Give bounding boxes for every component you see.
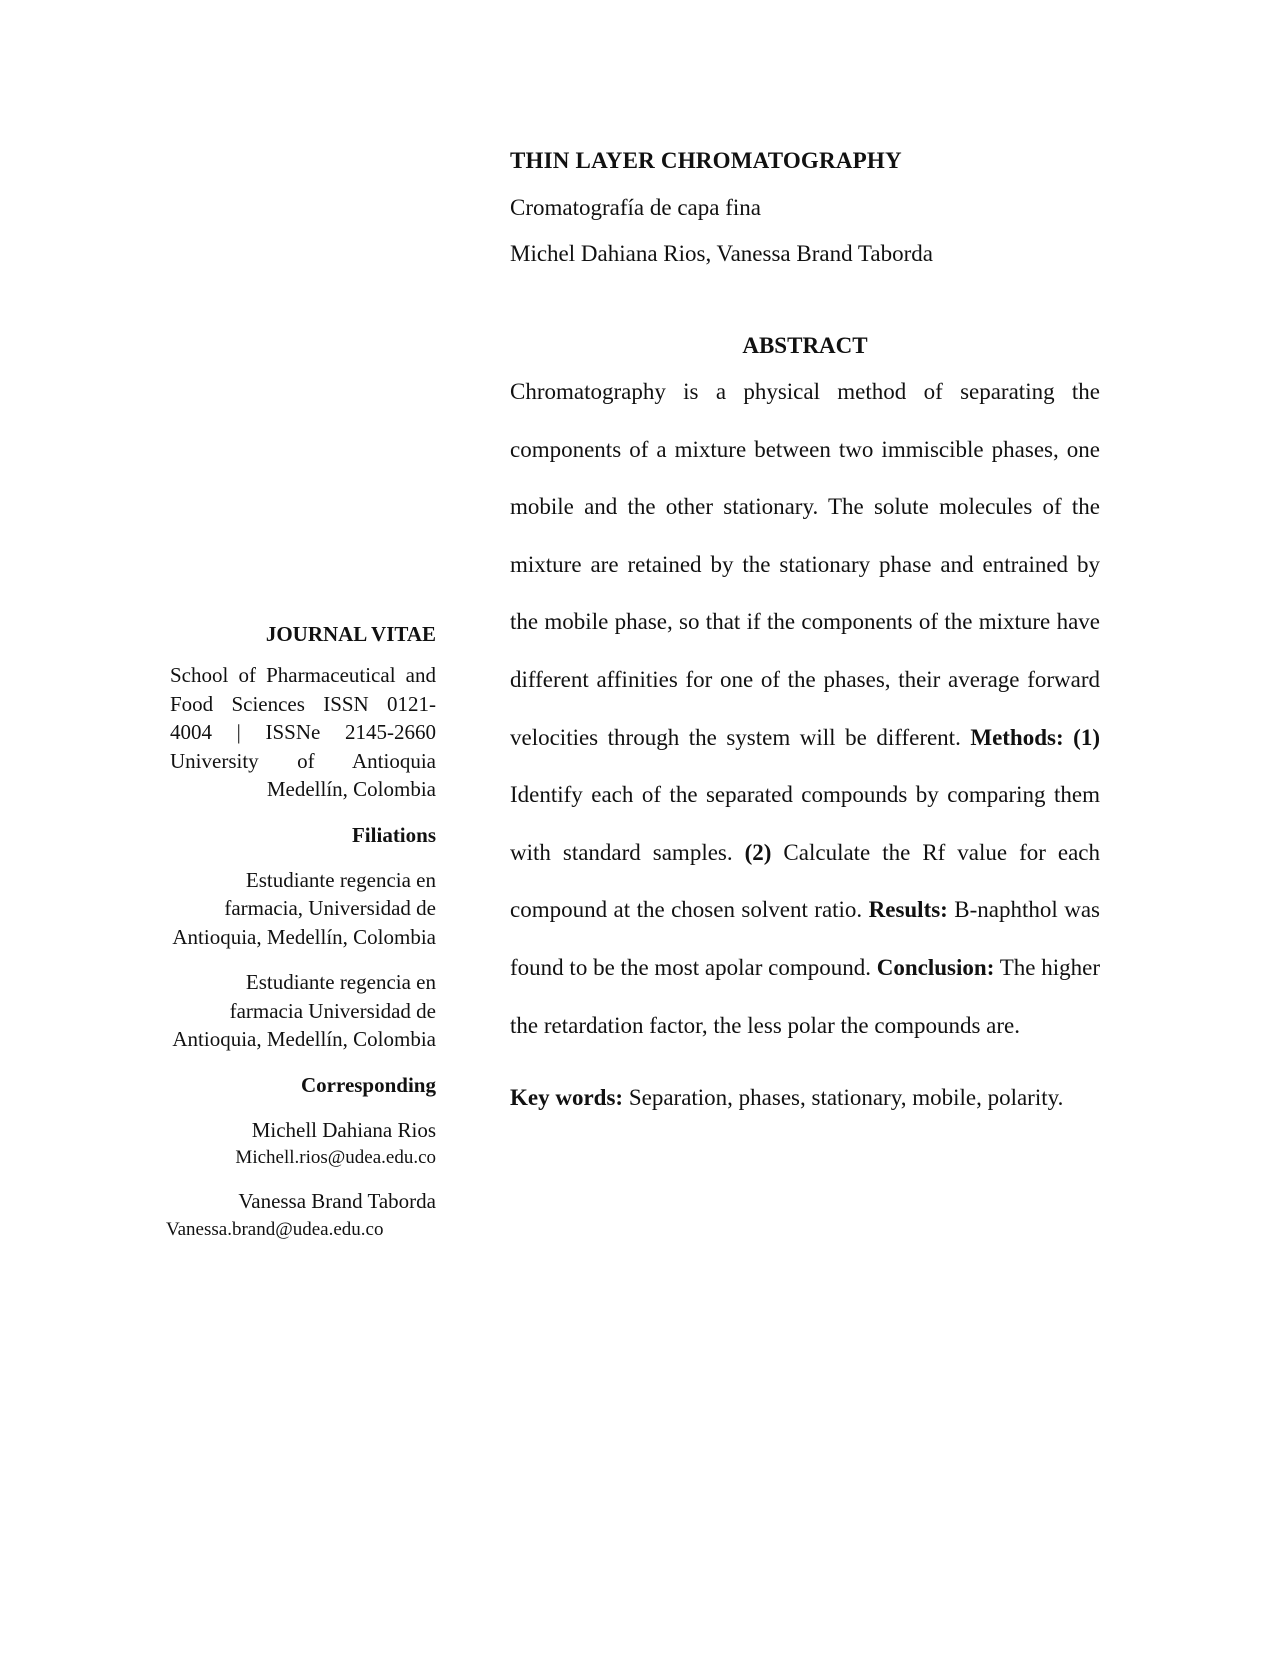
methods-item-1-text: Identify each of the separated compounds by comparing them with standard samples. xyxy=(510,782,1100,865)
methods-item-1-number: (1) xyxy=(1073,724,1100,750)
filiations-heading: Filiations xyxy=(351,822,436,847)
author-2-name: Vanessa Brand Taborda xyxy=(238,1189,436,1213)
filiation-1: Estudiante regencia en farmacia, Universidad de Antioquia, Medellín, Colombia xyxy=(172,867,436,949)
sidebar xyxy=(166,620,436,1244)
main-column xyxy=(510,146,1100,1127)
abstract-intro: Chromatography is a physical method of separating the components of a mixture between two immiscible phases, one mobile and the other stationary. The solute molecules of the mixture are retained by the stationary phase and entrained by the mobile phase, so that if the components of the mixture have different affinities for one of the phases, their average forward velocities through the system will be different. xyxy=(510,379,1100,750)
author-1-email[interactable]: Michell.rios@udea.edu.co xyxy=(235,1147,436,1168)
keywords-text: Separation, phases, stationary, mobile, polarity. xyxy=(628,1085,1064,1111)
paper-subtitle: Cromatografía de capa fina xyxy=(510,195,761,220)
journal-heading: JOURNAL VITAE xyxy=(265,622,436,646)
conclusion-label: Conclusion: xyxy=(876,954,995,980)
methods-item-2-text: Calculate the Rf value for each compound at the chosen solvent ratio. xyxy=(510,839,1101,923)
conclusion-text: The higher the retardation factor, the less polar the compounds are. xyxy=(510,954,1100,1038)
methods-item-2-number: (2) xyxy=(744,839,772,865)
journal-info: School of Pharmaceutical and Food Sciences ISSN 0121-4004 | ISSNe 2145-2660 University of Antioquia Medellín, Colombia xyxy=(170,663,436,801)
filiation-2: Estudiante regencia en farmacia Universidad de Antioquia, Medellín, Colombia xyxy=(172,970,436,1051)
abstract-body xyxy=(510,363,1100,1054)
results-text: B-naphthol was found to be the most apolar compound. xyxy=(510,897,1100,980)
author-1-name: Michell Dahiana Rios xyxy=(251,1117,436,1142)
results-label: Results: xyxy=(868,897,948,923)
abstract-heading: ABSTRACT xyxy=(742,333,868,358)
corresponding-heading: Corresponding xyxy=(301,1072,436,1097)
keywords-label: Key words: xyxy=(510,1085,624,1111)
methods-label: Methods: xyxy=(970,724,1064,750)
author-2-email[interactable]: Vanessa.brand@udea.edu.co xyxy=(166,1218,384,1240)
paper-authors: Michel Dahiana Rios, Vanessa Brand Taborda xyxy=(510,241,933,266)
paper-title: THIN LAYER CHROMATOGRAPHY xyxy=(510,148,902,173)
keywords xyxy=(510,1069,1100,1127)
